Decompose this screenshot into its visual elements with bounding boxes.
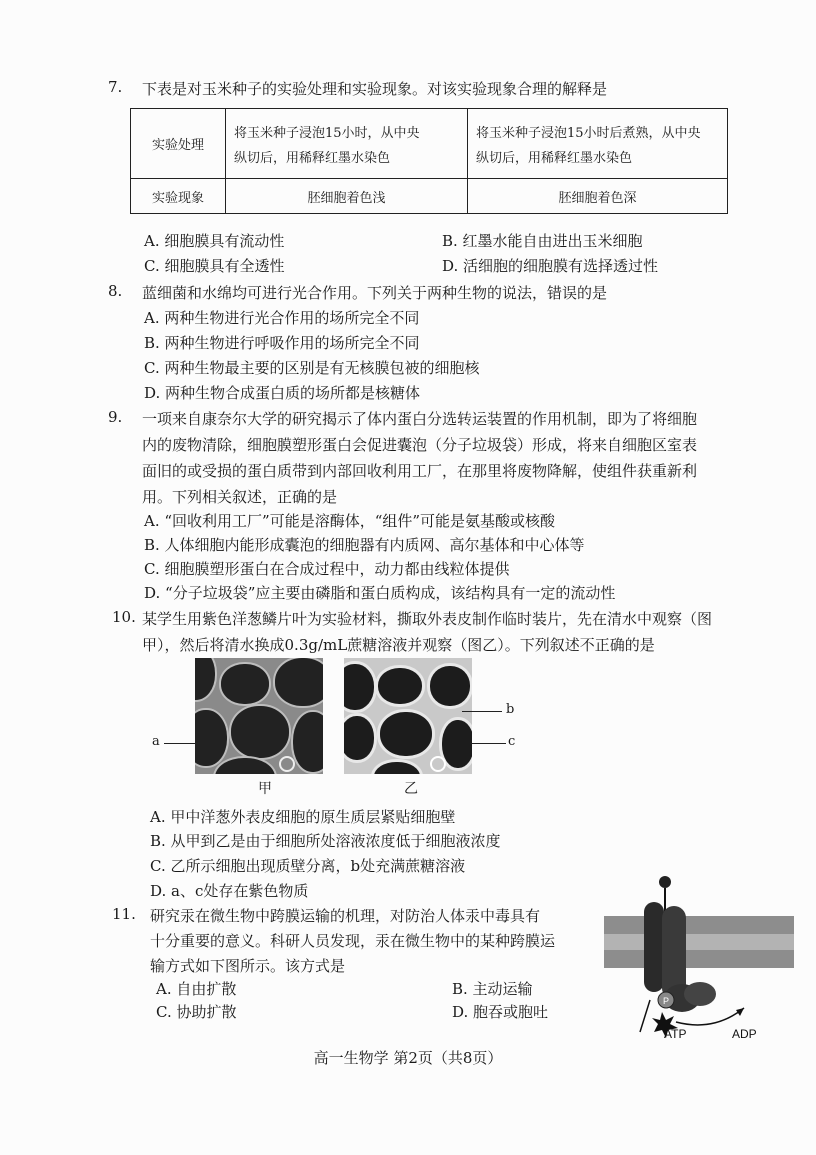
q8-option-d: D. 两种生物合成蛋白质的场所都是核糖体 <box>144 384 421 402</box>
table-cell <box>226 109 468 179</box>
q9-option-c: C. 细胞膜塑形蛋白在合成过程中，动力都由线粒体提供 <box>144 560 510 578</box>
q8-number: 8. <box>108 282 123 300</box>
q10-option-d: D. a、c处存在紫色物质 <box>150 882 309 900</box>
q9-option-d: D. “分子垃圾袋”应主要由磷脂和蛋白质构成，该结构具有一定的流动性 <box>144 584 616 602</box>
label-a-leader <box>164 743 196 744</box>
q10-option-a: A. 甲中洋葱外表皮细胞的原生质层紧贴细胞壁 <box>150 808 456 826</box>
label-a: a <box>152 734 160 749</box>
table-row <box>131 109 728 179</box>
q10-stem-line: 某学生用紫色洋葱鳞片叶为实验材料，撕取外表皮制作临时装片，先在清水中观察（图 <box>142 610 713 628</box>
q11-option-d: D. 胞吞或胞吐 <box>452 1003 549 1021</box>
q10-number: 10. <box>112 608 136 626</box>
table-cell: 实验现象 <box>131 179 226 214</box>
q11-stem-line: 研究汞在微生物中跨膜运输的机理，对防治人体汞中毒具有 <box>150 907 541 925</box>
label-b-leader <box>462 711 502 712</box>
label-c-leader <box>470 743 506 744</box>
q7-option-a: A. 细胞膜具有流动性 <box>144 232 285 250</box>
q9-stem-line: 用。下列相关叙述，正确的是 <box>142 488 338 506</box>
micrograph-jia <box>195 658 323 774</box>
atp-label: ATP <box>664 1027 687 1041</box>
plant-cell <box>374 762 420 774</box>
q11-number: 11. <box>112 905 136 923</box>
table-cell <box>468 109 728 179</box>
plant-cell <box>195 710 227 766</box>
plant-cell <box>378 668 422 704</box>
page-footer: 高一生物学 第2页（共8页） <box>313 1049 503 1067</box>
membrane-core <box>604 934 794 950</box>
q7-experiment-table <box>130 108 728 214</box>
plant-cell <box>380 712 432 756</box>
phosphate-label: P <box>663 996 670 1006</box>
table-cell: 实验处理 <box>131 109 226 179</box>
q7-option-b: B. 红墨水能自由进出玉米细胞 <box>442 232 643 250</box>
plant-cell <box>344 664 374 710</box>
q8-option-a: A. 两种生物进行光合作用的场所完全不同 <box>144 309 420 327</box>
q7-option-c: C. 细胞膜具有全透性 <box>144 257 285 275</box>
cell-line: 纵切后，用稀释红墨水染色 <box>234 150 391 166</box>
table-row <box>131 179 728 214</box>
transport-diagram <box>604 872 794 1042</box>
cell-line: 将玉米种子浸泡15小时，从中央 <box>234 125 420 141</box>
arrowhead <box>736 1008 744 1016</box>
cell-line: 纵切后，用稀释红墨水染色 <box>476 150 633 166</box>
stoma-ring <box>279 756 295 772</box>
q9-option-b: B. 人体细胞内能形成囊泡的细胞器有内质网、高尔基体和中心体等 <box>144 536 585 554</box>
q7-stem: 下表是对玉米种子的实验处理和实验现象。对该实验现象合理的解释是 <box>142 80 608 98</box>
q11-option-b: B. 主动运输 <box>452 980 533 998</box>
q8-stem: 蓝细菌和水绵均可进行光合作用。下列关于两种生物的说法，错误的是 <box>142 284 608 302</box>
plant-cell <box>231 706 289 758</box>
cell-line: 将玉米种子浸泡15小时后煮熟，从中央 <box>476 125 701 141</box>
q11-stem-line: 十分重要的意义。科研人员发现，汞在微生物中的某种跨膜运 <box>150 932 556 950</box>
q9-stem-line: 面旧的或受损的蛋白质带到内部回收利用工厂，在那里将废物降解，使组件获重新利 <box>142 462 698 480</box>
q9-option-a: A. “回收利用工厂”可能是溶酶体，“组件”可能是氨基酸或核酸 <box>144 512 556 530</box>
left-arrow <box>640 1000 650 1032</box>
q9-stem-line: 内的废物清除，细胞膜塑形蛋白会促进囊泡（分子垃圾袋）形成，将来自细胞区室表 <box>142 436 698 454</box>
carrier-protein-left <box>644 902 664 992</box>
stoma-ring <box>430 756 446 772</box>
q11-stem-line: 输方式如下图所示。该方式是 <box>150 957 346 975</box>
plant-cell <box>195 658 215 700</box>
label-b: b <box>506 702 515 717</box>
label-c: c <box>508 734 516 749</box>
q7-number: 7. <box>108 78 123 96</box>
micrograph-yi <box>344 658 472 774</box>
q11-option-c: C. 协助扩散 <box>156 1003 237 1021</box>
q9-number: 9. <box>108 408 123 426</box>
q10-option-c: C. 乙所示细胞出现质壁分离，b处充满蔗糖溶液 <box>150 857 466 875</box>
q11-option-a: A. 自由扩散 <box>156 980 237 998</box>
q8-option-b: B. 两种生物进行呼吸作用的场所完全不同 <box>144 334 420 352</box>
plant-cell <box>442 720 472 768</box>
q7-option-d: D. 活细胞的细胞膜有选择透过性 <box>442 257 659 275</box>
q10-stem-line: 甲），然后将清水换成0.3g/mL蔗糖溶液并观察（图乙）。下列叙述不正确的是 <box>142 636 655 654</box>
plant-cell <box>430 666 470 706</box>
plant-cell <box>344 716 374 760</box>
plant-cell <box>221 664 269 704</box>
q9-stem-line: 一项来自康奈尔大学的研究揭示了体内蛋白分选转运装置的作用机制，即为了将细胞 <box>142 410 698 428</box>
plant-cell <box>215 758 275 774</box>
plant-cell <box>293 712 323 772</box>
plant-cell <box>275 658 323 706</box>
table-cell: 胚细胞着色浅 <box>226 179 468 214</box>
atp-binding-domain <box>684 982 716 1006</box>
table-cell: 胚细胞着色深 <box>468 179 728 214</box>
q10-option-b: B. 从甲到乙是由于细胞所处溶液浓度低于细胞液浓度 <box>150 832 501 850</box>
q8-option-c: C. 两种生物最主要的区别是有无核膜包被的细胞核 <box>144 359 480 377</box>
caption-jia: 甲 <box>258 781 272 797</box>
caption-yi: 乙 <box>404 781 418 797</box>
adp-label: ADP <box>732 1027 757 1041</box>
mercury-particle <box>659 876 671 888</box>
